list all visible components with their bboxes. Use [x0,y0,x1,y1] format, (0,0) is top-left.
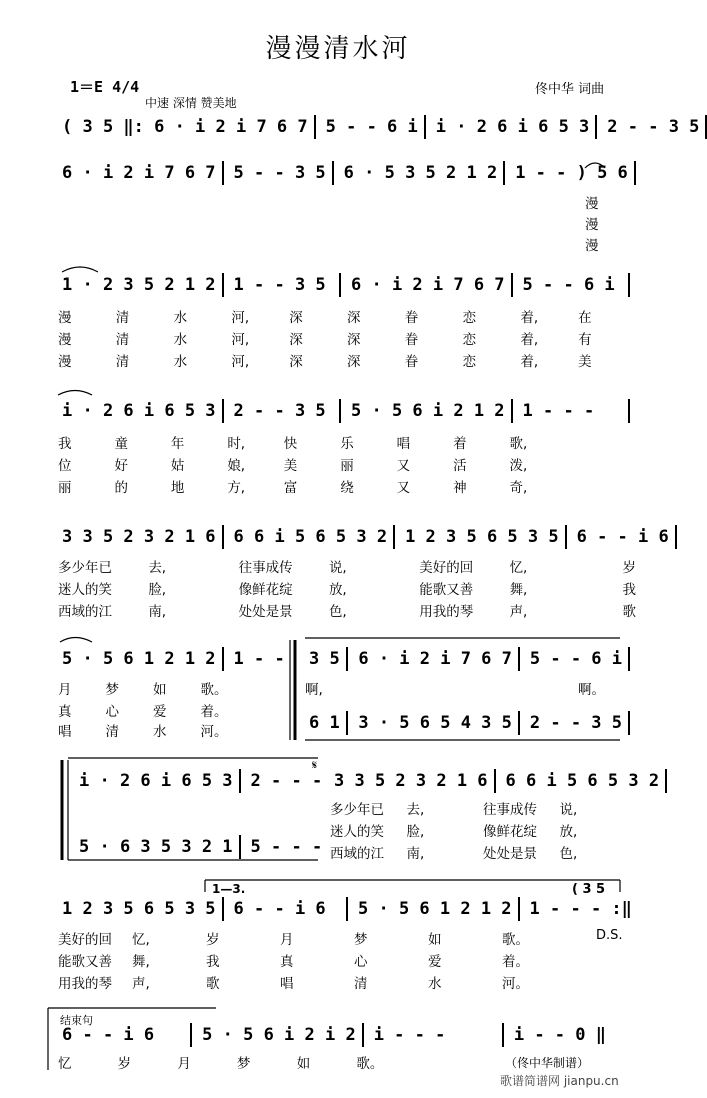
notation-line-8 [58,898,636,920]
notation-line-7-lower [75,836,323,858]
measure: 6 1 [309,713,340,733]
lyric-verse-1: 我 童 年 时, 快 乐 唱 着 歌, [58,436,528,452]
barline [518,897,520,921]
lyric-verse-2: 真 心 爱 着。 [58,704,228,720]
measure: 1 - - - [522,401,595,421]
barline [518,711,520,735]
measure: 3 3 5 2 3 2 1 6 [334,771,488,791]
barline [628,711,630,735]
barline [511,399,513,423]
measure: 1 - - - :‖ [529,899,632,919]
watermark: 歌谱简谱网 jianpu.cn [500,1074,619,1088]
measure: i · 2 6 i 6 5 3 [435,117,590,137]
barline [346,647,348,671]
pickup-notes: ( 3 5 [572,882,606,897]
notation-line-5 [58,526,669,548]
pickup-lyric: 漫 [585,196,599,212]
author-credit: 佟中华 词曲 [535,82,605,97]
barline [346,711,348,735]
lyric-verse-3: 用我的琴 声, 歌 唱 清 水 河。 [58,976,529,992]
barline [503,161,505,185]
measure: 5 · 5 6 i 2 i 2 [202,1025,356,1045]
measure: 1 · 2 3 5 2 1 2 [62,275,216,295]
barline [393,525,395,549]
measure: 2 - - 3 5 [607,117,700,137]
barline [675,525,677,549]
barline [222,647,224,671]
ending-label: 1—3. [212,882,246,896]
notation-line-7-upper [75,770,323,792]
lyric-verse-1: 美好的回 忆, 岁 月 梦 如 歌。 [58,932,529,948]
lyric-verse-2: 漫 清 水 河, 深 深 眷 恋 着, 有 [58,332,592,348]
notation-line-7-right [330,770,660,792]
measure: 5 · 6 3 5 3 2 1 [79,837,233,857]
measure: 6 - - i 6 [576,527,669,547]
notation-line-9 [58,1024,636,1046]
measure: 5 - - 6 i [522,275,615,295]
measure: 1 - - ) 5 6 [515,163,628,183]
tempo-expression: 中速 深情 赞美地 [145,96,237,110]
measure: 1 2 3 5 6 5 3 5 [62,899,216,919]
measure: i · 2 6 i 6 5 3 [62,401,216,421]
notation-line-1 [58,116,700,138]
barline [222,897,224,921]
measure: 6 6 i 5 6 5 3 2 [505,771,660,791]
lyric-verse-3: 唱 清 水 河。 [58,724,228,740]
barline [634,161,636,185]
segno-sign: 𝄋 [312,758,318,772]
measure: 6 · i 2 i 7 6 7 [358,649,512,669]
barline [511,273,513,297]
measure: 1 - - [233,649,285,669]
transcriber-credit: （佟中华制谱） [505,1056,590,1070]
lyric-verse-3: 丽 的 地 方, 富 绕 又 神 奇, [58,480,528,496]
barline [332,161,334,185]
measure: 2 - - 3 5 [233,401,326,421]
lyric-verse-1: 月 梦 如 歌。 [58,682,228,698]
lyric-verse-2: 迷人的笑 脸, 像鲜花绽 放, 能歌又善 舞, 我 [58,582,636,598]
ds-marking: D.S. [596,928,623,943]
barline [518,647,520,671]
measure: 6 - - i 6 [233,899,326,919]
measure: ( 3 5 ‖: 6 · i 2 i 7 6 7 [62,117,308,137]
barline [362,1023,364,1047]
measure: 5 · 5 6 1 2 1 2 [358,899,512,919]
measure: 3 5 [309,649,340,669]
key-signature: 1＝E 4/4 [70,78,140,96]
lyric-verse-3: 西域的江 南, 处处是景 色, [330,846,578,862]
barline [222,399,224,423]
notation-line-2 [58,162,636,184]
barline [424,115,426,139]
lyric-ah: 啊。 [578,682,605,698]
measure: 6 · i 2 i 7 6 7 [351,275,505,295]
coda-label: 结束句 [60,1014,93,1027]
measure: 3 3 5 2 3 2 1 6 [62,527,216,547]
measure: i · 2 6 i 6 5 3 [79,771,233,791]
measure: 5 · 5 6 i 2 1 2 [351,401,505,421]
barline [565,525,567,549]
barline [628,647,630,671]
measure: 3 · 5 6 5 4 3 5 [358,713,512,733]
lyric-verse-1: 漫 清 水 河, 深 深 眷 恋 着, 在 [58,310,592,326]
barline [502,1023,504,1047]
measure: 2 - - 3 5 [529,713,622,733]
measure: 1 2 3 5 6 5 3 5 [405,527,559,547]
measure: 5 - - 6 i [529,649,622,669]
lyric-verse-3: 漫 清 水 河, 深 深 眷 恋 着, 美 [58,354,592,370]
lyric-verse-1: 多少年已 去, 往事成传 说, 美好的回 忆, 岁 [58,560,636,576]
measure: i - - 0 ‖ [513,1025,606,1045]
measure: 2 - - - [250,771,323,791]
measure: 6 6 i 5 6 5 3 2 [233,527,388,547]
measure: i - - - [373,1025,446,1045]
measure: 5 - - 3 5 [233,163,326,183]
notation-line-4 [58,400,636,422]
barline [595,115,597,139]
measure: 5 - - - [250,837,323,857]
song-title: 漫漫清水河 [265,34,411,64]
lyric-verse-2: 迷人的笑 脸, 像鲜花绽 放, [330,824,578,840]
barline [339,273,341,297]
barline [222,525,224,549]
pickup-lyric: 漫 [585,238,599,254]
barline [665,769,667,793]
measure: 5 - - 6 i [325,117,418,137]
notation-line-6-lower [305,712,636,734]
measure: 5 · 5 6 1 2 1 2 [62,649,216,669]
pickup-lyric: 漫 [585,217,599,233]
measure: 6 · 5 3 5 2 1 2 [343,163,498,183]
lyric-verse-1: 多少年已 去, 往事成传 说, [330,802,578,818]
lyric-ah: 啊, [305,682,323,698]
barline [314,115,316,139]
measure: 1 - - 3 5 [233,275,326,295]
measure: 6 - - i 6 [62,1025,155,1045]
barline [339,399,341,423]
lyric-verse-2: 位 好 姑 娘, 美 丽 又 活 泼, [58,458,528,474]
lyric-verse-3: 西域的江 南, 处处是景 色, 用我的琴 声, 歌 [58,604,636,620]
notation-line-6-upper [305,648,636,670]
barline [346,897,348,921]
measure: 6 · i 2 i 7 6 7 [62,163,216,183]
barline [239,769,241,793]
barline [222,161,224,185]
lyric-verse-2: 能歌又善 舞, 我 真 心 爱 着。 [58,954,529,970]
lyric-coda: 忆 岁 月 梦 如 歌。 [58,1056,384,1072]
notation-line-3 [58,274,636,296]
notation-line-6-left [58,648,308,670]
barline [190,1023,192,1047]
barline [222,273,224,297]
barline [628,399,630,423]
barline [494,769,496,793]
barline [628,273,630,297]
barline [239,835,241,859]
